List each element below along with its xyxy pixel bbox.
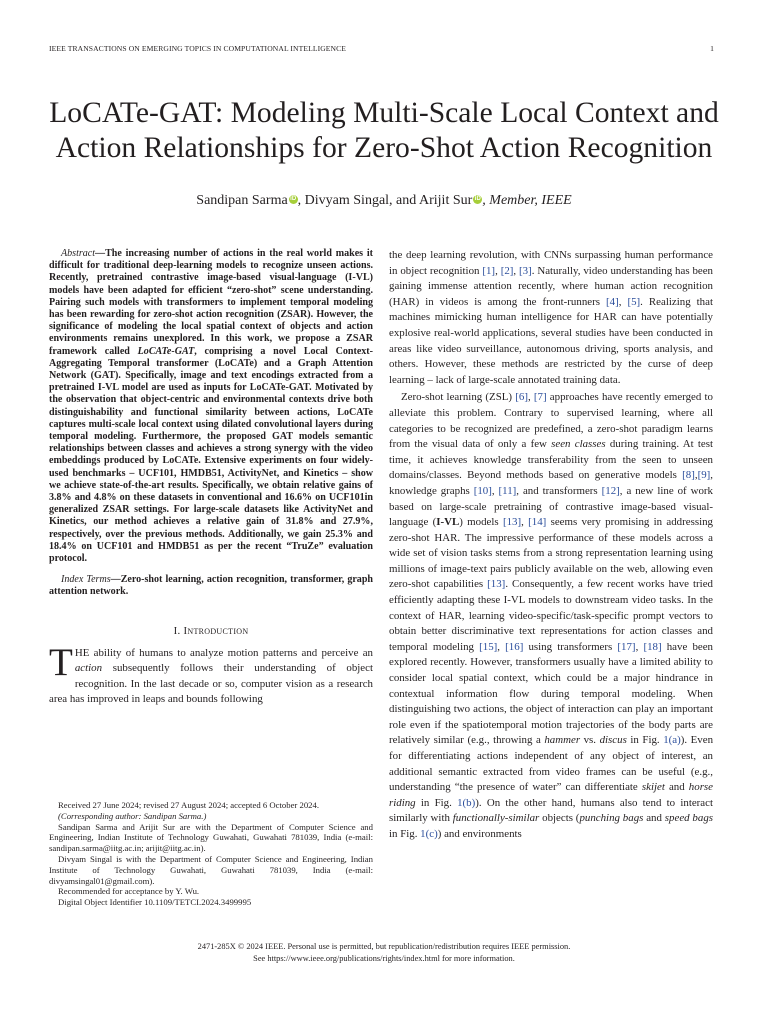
journal-name: IEEE TRANSACTIONS ON EMERGING TOPICS IN COMPUTATIONAL INTELLIGENCE [49, 44, 347, 53]
citation-link[interactable]: [10] [473, 484, 492, 497]
method-name: LoCATe-GAT [137, 345, 195, 357]
running-head [49, 44, 714, 53]
author-membership: , Member, IEEE [482, 193, 572, 208]
doi-note: Digital Object Identifier 10.1109/TETCI.2024.3499995 [58, 897, 252, 908]
intro-paragraph: THE ability of humans to analyze motion patterns and perceive an action subsequently follows their understanding of object recognition. In the last decade or so, computer vision as a research area has improved in leaps and bounds following [49, 640, 373, 706]
abstract-label: Abstract [61, 248, 96, 259]
section-title: Introduction [183, 624, 249, 637]
citation-link[interactable]: [15] [479, 640, 498, 653]
affiliation-note: Sandipan Sarma and Arijit Sur are with the Department of Computer Science and Engineering, Indian Institute of Technology Guwahati, Guwahati 781039, India (e-mail: sandipan.sarma@iitg.ac.in; arijit@iitg.ac.in). [49, 821, 373, 854]
orcid-icon[interactable]: iD [474, 196, 481, 202]
citation-link[interactable]: [7] [533, 391, 547, 404]
index-terms-label: Index Terms [61, 574, 111, 586]
copyright-line: 2471-285X © 2024 IEEE. Personal use is permitted, but republication/redistribution requires IEEE permission. [197, 942, 571, 951]
section-heading [49, 625, 373, 637]
left-column [49, 248, 373, 708]
recommended-note: Recommended for acceptance by Y. Wu. [58, 886, 200, 897]
abstract: Abstract—The increasing number of actions in the real world makes it difficult for traditional deep-learning models to recognize unseen actions. Recently, pretrained contrastive image-based visual-language (I-VL) models have been adapted for efficient “zero-shot” scene understanding. Pairing such models with transformers to implement temporal modeling has been rewarding for zero-shot action recognition (ZSAR). However, the significance of modeling the local spatial context of objects and action environments remains unexplored. In this work, we propose a ZSAR framework called LoCATe-GAT, comprising a novel Local Context-Aggregating Temporal transformer (LoCATe) and a Graph Attention Network (GAT). Specifically, image and text encodings extracted from a pretrained I-VL model are used as inputs for LoCATe-GAT. Motivated by the observation that object-centric and environmental contexts drive both distinguishability and functional similarity between actions, LoCATe captures multi-scale local context using dilated convolutional layers during temporal modeling. Furthermore, the proposed GAT models semantic relationships between classes and achieves a strong synergy with the video embeddings produced by LoCATe. Extensive experiments on four widely-used benchmarks – UCF101, HMDB51, ActivityNet, and Kinetics – show we achieve state-of-the-art results. Specifically, we obtain relative gains of 3.8% and 4.8% on these datasets in conventional and 16.6% on UCF101in generalized ZSAR settings. For large-scale datasets like ActivityNet and Kinetics, our method achieves a relative gain of 31.8% and 27.9%, respectively, over the previous methods. Additionally, we gain 25.3% and 18.4% on UCF101 and HMDB51 as per the recent “TruZe” evaluation protocol. [49, 248, 373, 565]
received-dates: Received 27 June 2024; revised 27 August 2024; accepted 6 October 2024. [58, 800, 320, 810]
citation-link[interactable]: [5] [627, 295, 641, 308]
footnotes [49, 800, 373, 908]
citation-link[interactable]: [13] [502, 516, 522, 529]
author-name: Sandipan Sarma [196, 193, 288, 208]
drop-cap: T [49, 640, 73, 684]
copyright-footer [60, 941, 708, 965]
paper-title: LoCATe-GAT: Modeling Multi-Scale Local Context and Action Relationships for Zero-Shot Action Recognition [49, 96, 719, 165]
citation-link[interactable]: [9] [697, 469, 711, 482]
page-number: 1 [710, 44, 714, 53]
citation-link[interactable]: [1] [482, 264, 496, 277]
right-column [389, 248, 713, 843]
figure-link[interactable]: 1(c) [420, 827, 438, 840]
index-terms: Index Terms—Zero-shot learning, action recognition, transformer, graph attention network. [49, 574, 374, 598]
citation-link[interactable]: [16] [505, 640, 524, 653]
affiliation-note: Divyam Singal is with the Department of Computer Science and Engineering, Indian Institute of Technology Guwahati, Guwahati 781039, India (e-mail: divyamsingal01@gmail.com). [49, 853, 373, 886]
citation-link[interactable]: [12] [601, 484, 620, 497]
citation-link[interactable]: [3] [519, 264, 532, 277]
citation-link[interactable]: [17] [617, 640, 636, 653]
author-names: , Divyam Singal, and Arijit Sur [297, 193, 473, 208]
citation-link[interactable]: [14] [528, 516, 547, 529]
author-line [40, 192, 728, 209]
citation-link[interactable]: [8] [682, 469, 695, 482]
body-paragraph: Zero-shot learning (ZSL) [6], [7] approaches have recently emerged to alleviate this problem. Contrary to supervised learning, where all categories to be recognized are predefined, a zero-shot paradigm learns from the visual data of only a few seen classes during training. At test time, it achieves knowledge transferability from the seen to unseen domains/classes. Beyond methods based on generative models [8],[9], knowledge graphs [10], [11], and transformers [12], a new line of work based on large-scale pretraining of contrastive image-based visual-language (I-VL) models [13], [14] seems very promising in addressing zero-shot HAR. The impressive performance of these models across a wide set of vision tasks stems from a strong representation learning using millions of image-text pairs publicly available on the web, allowing even zero-shot capabilities [13]. Consequently, a few recent works have tried efficiently adapting these I-VL models to downstream video tasks. In the context of HAR, learning video-specific/task-specific prompt vectors to obtain better discriminative text representations for action classes and temporal modeling [15], [16] using transformers [17], [18] have been explored recently. However, transformers usually have a limited ability to consider local spatial context, which could be a major hindrance in contextual information flow during temporal modeling. When distinguishing two actions, the object of interaction can play an important role even if the spatiotemporal motion trajectories of the body parts are relatively similar (e.g., throwing a hammer vs. discus in Fig. 1(a)). Even for differentiating actions independent of any object of interest, an additional semantic extracted from video frames can be useful (e.g., understanding “the presence of water” can differentiate skijet and horse riding in Fig. 1(b)). On the other hand, humans also tend to interact similarly with functionally-similar objects (punching bags and speed bags in Fig. 1(c)) and environments [389, 391, 714, 840]
orcid-icon[interactable]: iD [290, 196, 297, 202]
corresponding-author: (Corresponding author: Sandipan Sarma.) [58, 810, 207, 821]
citation-link[interactable]: [13] [487, 578, 506, 591]
figure-link[interactable]: 1(a) [663, 734, 681, 747]
citation-link[interactable]: [2] [500, 264, 514, 277]
body-paragraph: the deep learning revolution, with CNNs surpassing human performance in object recognition [1], [2], [3]. Naturally, video understanding has been gaining immense attention recently, where human action recognition (HAR) in videos is among the front-runners [4], [5]. Realizing that machines mimicking human intelligence for HAR can have potentially explosive real-world applications, several studies have been conducted in areas like video surveillance, autonomous driving, sports analysis, and others. However, these methods are restricted by the curse of deep learning – lack of large-scale annotated training data. [389, 249, 714, 386]
figure-link[interactable]: 1(b) [457, 796, 476, 809]
citation-link[interactable]: [6] [515, 391, 528, 404]
citation-link[interactable]: [11] [498, 484, 517, 497]
section-number: I. [173, 624, 181, 637]
citation-link[interactable]: [18] [643, 640, 662, 653]
citation-link[interactable]: [4] [606, 295, 619, 308]
rights-line: See https://www.ieee.org/publications/rights/index.html for more information. [253, 954, 515, 963]
